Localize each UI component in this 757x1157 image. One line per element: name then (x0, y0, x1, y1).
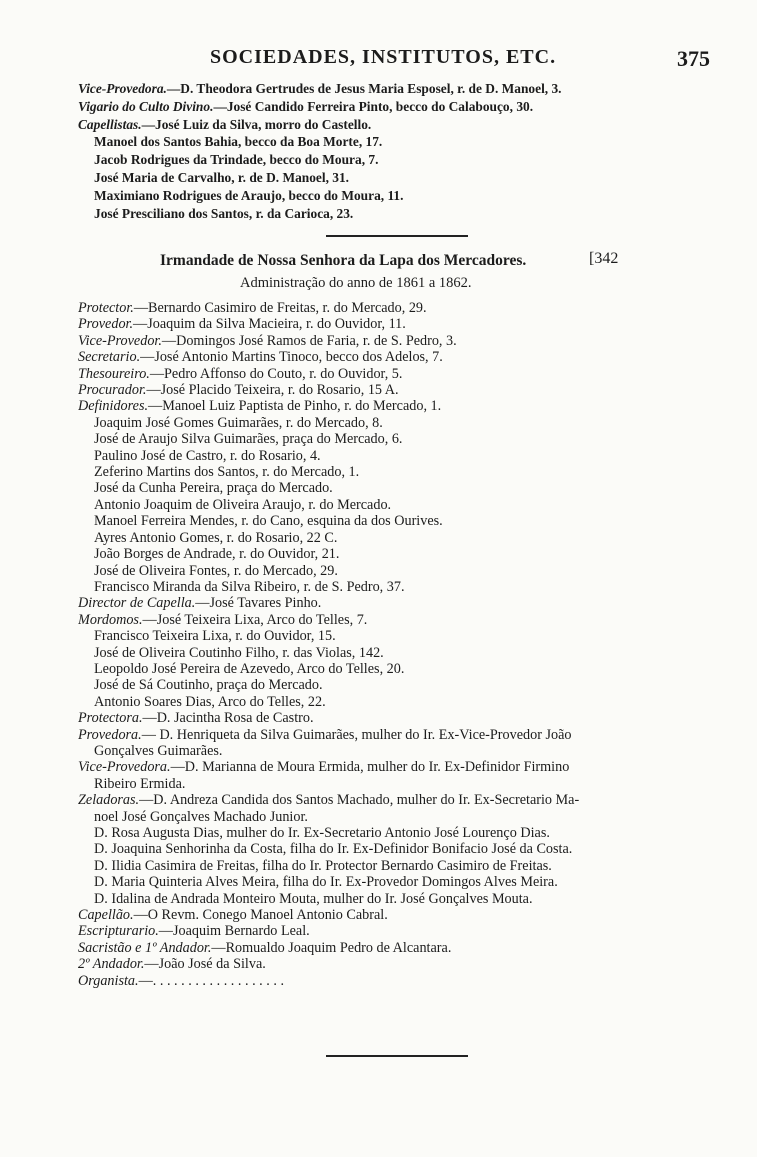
role-label: Escripturario. (78, 923, 159, 940)
page-number: 375 (677, 46, 710, 71)
role-label: Mordomos. (78, 611, 143, 628)
member-entry-line (78, 595, 698, 611)
running-title: SOCIEDADES, INSTITUTOS, ETC. (210, 46, 557, 68)
entry-text: —José Luiz da Silva, morro do Castello. (141, 116, 372, 132)
member-entry-line (78, 464, 698, 480)
member-entry-line (78, 841, 698, 857)
entry-text: —D. Theodora Gertrudes de Jesus Maria Esposel, r. de D. Manoel, 3. (166, 81, 562, 96)
top-listing-line (78, 169, 698, 187)
entry-text: Ayres Antonio Gomes, r. do Rosario, 22 C. (94, 529, 338, 546)
entry-text: D. Maria Quinteria Alves Meira, filha do Ir. Ex-Provedor Domingos Alves Meira. (94, 874, 558, 891)
role-label: Vice-Provedora. (78, 759, 171, 776)
top-listing (78, 80, 698, 222)
entry-text: José de Oliveira Fontes, r. do Mercado, 29. (94, 562, 338, 579)
entry-text: —Manoel Luiz Paptista de Pinho, r. do Mercado, 1. (148, 398, 442, 415)
entry-text: José da Cunha Pereira, praça do Mercado. (94, 480, 333, 497)
member-entry-line (78, 923, 698, 939)
entry-text: Leopoldo José Pereira de Azevedo, Arco do Telles, 20. (94, 660, 405, 677)
entry-text: —D. Marianna de Moura Ermida, mulher do Ir. Ex-Definidor Firmino (170, 759, 570, 776)
entry-text: Antonio Joaquim de Oliveira Araujo, r. do Mercado. (94, 496, 392, 513)
entry-text: D. Rosa Augusta Dias, mulher do Ir. Ex-Secretario Antonio José Lourenço Dias. (94, 825, 550, 841)
section-title: Irmandade de Nossa Senhora da Lapa dos Mercadores. (160, 252, 527, 269)
role-label: 2º Andador. (78, 956, 145, 973)
role-label: Provedor. (78, 316, 134, 333)
member-entry-line (78, 956, 698, 972)
member-entry-line (78, 776, 698, 792)
role-label: Organista. (78, 972, 139, 989)
member-entry-line (78, 858, 698, 874)
member-entry-line (78, 940, 698, 956)
entry-text: Jacob Rodrigues da Trindade, becco do Moura, 7. (94, 152, 379, 168)
role-label: Protectora. (78, 710, 143, 727)
entry-text: José de Araujo Silva Guimarães, praça do Mercado, 6. (94, 431, 403, 448)
role-label: Secretario. (78, 349, 141, 366)
entry-text: José de Sá Coutinho, praça do Mercado. (94, 677, 323, 694)
entry-text: João Borges de Andrade, r. do Ouvidor, 21. (94, 546, 340, 563)
member-entry-line (78, 480, 698, 496)
member-entry-line (78, 907, 698, 923)
member-entry-line (78, 694, 698, 710)
entry-text: Ribeiro Ermida. (94, 775, 186, 792)
member-entry-line (78, 382, 698, 398)
member-entry-line (78, 316, 698, 332)
role-label: Capellão. (78, 907, 134, 924)
entry-text: Francisco Teixeira Lixa, r. do Ouvidor, 15. (94, 628, 336, 645)
top-listing-line (78, 205, 698, 223)
entry-text: —D. Andreza Candida dos Santos Machado, mulher do Ir. Ex-Secretario Ma- (139, 792, 580, 809)
member-entry-line (78, 333, 698, 349)
entry-text: D. Joaquina Senhorinha da Costa, filha do Ir. Ex-Definidor Bonifacio José da Costa. (94, 841, 573, 858)
member-entry-line (78, 546, 698, 562)
entry-text: —Pedro Affonso do Couto, r. do Ouvidor, 5. (149, 365, 403, 382)
entry-text: —Romualdo Joaquim Pedro de Alcantara. (211, 939, 452, 956)
entry-text: Manoel dos Santos Bahia, becco da Boa Morte, 17. (94, 134, 383, 150)
member-entry-line (78, 792, 698, 808)
entry-text: —José Tavares Pinho. (195, 595, 322, 612)
entry-text: —O Revm. Conego Manoel Antonio Cabral. (133, 907, 388, 924)
member-entry-line (78, 645, 698, 661)
entry-text: —José Candido Ferreira Pinto, becco do Calabouço, 30. (213, 98, 534, 114)
role-label: Definidores. (78, 398, 149, 415)
member-entry-line (78, 874, 698, 890)
entry-text: —João José da Silva. (144, 956, 266, 973)
member-entry-line (78, 300, 698, 316)
member-entry-line (78, 349, 698, 365)
member-entry-line (78, 612, 698, 628)
role-label: Vigario do Culto Divino. (78, 98, 214, 114)
entry-text: Gonçalves Guimarães. (94, 742, 223, 759)
entry-text: Paulino José de Castro, r. do Rosario, 4. (94, 447, 321, 464)
top-listing-line (78, 116, 698, 134)
member-entry-line (78, 973, 698, 989)
member-listing (78, 300, 698, 989)
member-entry-line (78, 809, 698, 825)
entry-text: D. Idalina de Andrada Monteiro Mouta, mulher do Ir. José Gonçalves Mouta. (94, 890, 533, 907)
entry-text: —D. Jacintha Rosa de Castro. (142, 710, 314, 727)
entry-text: —Bernardo Casimiro de Freitas, r. do Mercado, 29. (133, 300, 427, 316)
entry-text: Manoel Ferreira Mendes, r. do Cano, esquina da dos Ourives. (94, 513, 443, 530)
member-entry-line (78, 497, 698, 513)
top-listing-line (78, 151, 698, 169)
member-entry-line (78, 415, 698, 431)
entry-text: —. . . . . . . . . . . . . . . . . . . (138, 972, 284, 989)
entry-text: noel José Gonçalves Machado Junior. (94, 808, 308, 825)
member-entry-line (78, 579, 698, 595)
entry-text: —José Placido Teixeira, r. do Rosario, 15 A. (146, 382, 399, 399)
entry-text: Francisco Miranda da Silva Ribeiro, r. de S. Pedro, 37. (94, 578, 405, 595)
entry-text: Antonio Soares Dias, Arco do Telles, 22. (94, 693, 326, 710)
section-reference: [342 (589, 250, 619, 267)
role-label: Protector. (78, 300, 134, 316)
role-label: Vice-Provedora. (78, 81, 167, 96)
member-entry-line (78, 530, 698, 546)
entry-text: José Maria de Carvalho, r. de D. Manoel, 31. (94, 169, 350, 185)
member-entry-line (78, 825, 698, 841)
top-listing-line (78, 98, 698, 116)
role-label: Director de Capella. (78, 595, 196, 612)
top-listing-line (78, 187, 698, 205)
member-entry-line (78, 563, 698, 579)
entry-text: —Joaquim da Silva Macieira, r. do Ouvidor, 11. (133, 316, 406, 333)
member-entry-line (78, 431, 698, 447)
member-entry-line (78, 628, 698, 644)
member-entry-line (78, 677, 698, 693)
entry-text: José de Oliveira Coutinho Filho, r. das Violas, 142. (94, 644, 384, 661)
member-entry-line (78, 743, 698, 759)
member-entry-line (78, 366, 698, 382)
member-entry-line (78, 759, 698, 775)
entry-text: Maximiano Rodrigues de Araujo, becco do Moura, 11. (94, 187, 404, 203)
top-listing-line (78, 133, 698, 151)
entry-text: — D. Henriqueta da Silva Guimarães, mulher do Ir. Ex-Vice-Provedor João (141, 726, 572, 743)
member-entry-line (78, 661, 698, 677)
role-label: Thesoureiro. (78, 365, 150, 382)
member-entry-line (78, 398, 698, 414)
page-header (0, 46, 757, 80)
member-entry-line (78, 513, 698, 529)
role-label: Vice-Provedor. (78, 332, 162, 349)
entry-text: —Joaquim Bernardo Leal. (158, 923, 310, 940)
section-divider-bottom (326, 1055, 468, 1057)
role-label: Provedora. (78, 726, 142, 743)
member-entry-line (78, 727, 698, 743)
role-label: Capellistas. (78, 116, 142, 132)
entry-text: Zeferino Martins dos Santos, r. do Mercado, 1. (94, 464, 360, 481)
entry-text: José Presciliano dos Santos, r. da Carioca, 23. (94, 205, 354, 221)
entry-text: —José Teixeira Lixa, Arco do Telles, 7. (142, 611, 368, 628)
member-entry-line (78, 710, 698, 726)
role-label: Zeladoras. (78, 792, 140, 809)
member-entry-line (78, 448, 698, 464)
role-label: Procurador. (78, 382, 147, 399)
entry-text: Joaquim José Gomes Guimarães, r. do Mercado, 8. (94, 414, 383, 431)
administration-line: Administração do anno de 1861 a 1862. (240, 275, 472, 291)
entry-text: —Domingos José Ramos de Faria, r. de S. Pedro, 3. (161, 332, 457, 349)
section-divider-top (326, 235, 468, 237)
entry-text: D. Ilidia Casimira de Freitas, filha do Ir. Protector Bernardo Casimiro de Freitas. (94, 857, 552, 874)
top-listing-line (78, 80, 698, 98)
member-entry-line (78, 891, 698, 907)
entry-text: —José Antonio Martins Tinoco, becco dos Adelos, 7. (140, 349, 443, 366)
role-label: Sacristão e 1º Andador. (78, 939, 212, 956)
